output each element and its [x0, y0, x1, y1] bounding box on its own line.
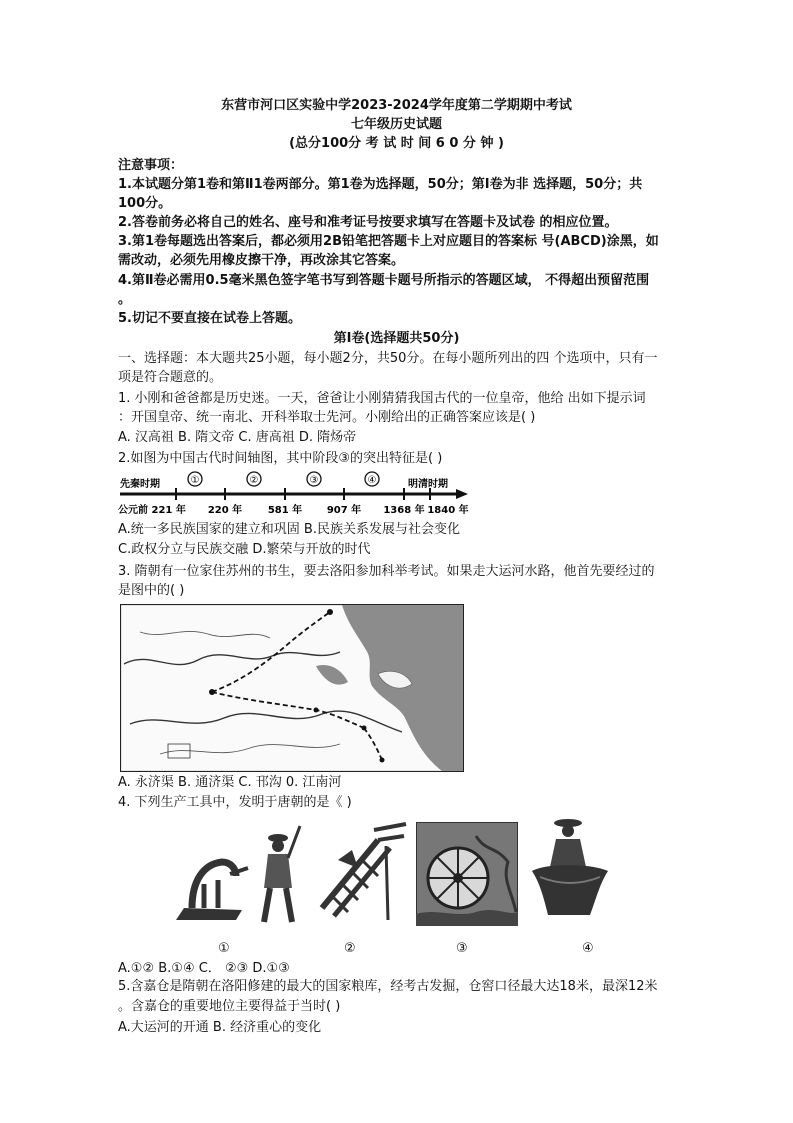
notice-line: 。: [118, 292, 132, 307]
notice-line: 5.切记不要直接在试卷上答题。: [118, 311, 301, 326]
timeline-tick-label: 581 年: [267, 505, 303, 516]
q4-image-label: ③: [456, 941, 468, 956]
notice-line: 3.第1卷每题选出答案后，都必须用2B铅笔把答题卡上对应题目的答案标 号(ABCD)涂黑，如: [118, 234, 659, 249]
notice-line: 2.答卷前务必将自己的姓名、座号和准考证号按要求填写在答题卡及试卷 的相应位置。: [118, 215, 618, 230]
exam-title: 东营市河口区实验中学2023-2024学年度第二学期期中考试: [221, 98, 572, 113]
notice-line: 1.本试题分第1卷和第Ⅱ1卷两部分。第1卷为选择题，50分；第Ⅰ卷为非 选择题，50分；共: [118, 177, 643, 192]
timeline-tick-label: 公元前 221 年: [118, 505, 186, 516]
q4-tool-person-image: [248, 822, 302, 928]
q2-stem: 2.如图为中国古代时间轴图，其中阶段③的突出特征是( ): [118, 451, 443, 466]
timeline-start-label: 先秦时期: [120, 479, 160, 490]
notice-line: 需改动，必须先用橡皮擦干净，再改涂其它答案。: [118, 253, 405, 268]
q5-stem: 。含嘉仓的重要地位主要得益于当时( ): [118, 999, 341, 1014]
notice-heading: 注意事项：: [118, 158, 184, 173]
timeline-stage-label: ③: [309, 475, 319, 486]
q4-tool-waterwheel-image: [416, 822, 518, 926]
q4-tool-mill-image: [530, 815, 610, 920]
timeline-tick-label: 1368 年: [383, 505, 425, 516]
q1-stem: ：开国皇帝、统一南北、开科举取士先河。小刚给出的正确答案应该是( ): [118, 410, 536, 425]
q2-options: A.统一多民族国家的建立和巩固 B.民族关系发展与社会变化: [118, 522, 460, 537]
notice-line: 4.第Ⅱ卷必需用0.5毫米黑色签字笔书写到答题卡题号所指示的答题区域， 不得超出预留范围: [118, 273, 650, 288]
q4-options: A.①② B.①④ C． ②③ D.①③: [118, 961, 290, 976]
timeline-tick-label: 220 年: [207, 505, 243, 516]
timeline-end-label: 明清时期: [408, 479, 448, 490]
q4-stem: 4. 下列生产工具中，发明于唐朝的是《 ): [118, 795, 352, 810]
q4-image-label: ④: [582, 941, 594, 956]
timeline-stage-label: ④: [367, 475, 377, 486]
q4-tool-plow-image: [170, 850, 250, 925]
q3-grand-canal-map: [120, 604, 464, 772]
q4-image-label: ②: [344, 941, 356, 956]
timeline-stage-label: ②: [249, 475, 259, 486]
section-intro: 一、选择题：本大题共25小题，每小题2分，共50分。在每小题所列出的四 个选项中，只有一: [118, 351, 658, 366]
q5-stem: 5.含嘉仓是隋朝在洛阳修建的最大的国家粮库，经考古发掘，仓窖口径最大达18米，最深12米: [118, 979, 658, 994]
q3-stem: 3. 隋朝有一位家住苏州的书生，要去洛阳参加科举考试。如果走大运河水路，他首先要经过的: [118, 564, 655, 579]
timeline-tick-label: 1840 年: [427, 505, 469, 516]
q1-stem: 1. 小刚和爸爸都是历史迷。一天，爸爸让小刚猜猜我国古代的一位皇帝，他给 出如下提示词: [118, 391, 646, 406]
q3-options: A. 永济渠 B. 通济渠 C. 邗沟 0. 江南河: [118, 775, 342, 790]
notice-line: 100分。: [118, 196, 172, 211]
q5-options: A.大运河的开通 B. 经济重心的变化: [118, 1020, 322, 1035]
q2-options: C.政权分立与民族交融 D.繁荣与开放的时代: [118, 542, 371, 557]
q1-options: A. 汉高祖 B. 隋文帝 C. 唐高祖 D. 隋炀帝: [118, 430, 357, 445]
section-intro: 项是符合题意的。: [118, 370, 223, 385]
score-time-info: (总分100分 考 试 时 间 6 0 分 钟 ): [289, 136, 504, 151]
q2-timeline-figure: [118, 470, 470, 516]
q4-image-label: ①: [218, 941, 230, 956]
section-title: 第Ⅰ卷(选择题共50分): [333, 331, 460, 346]
exam-subtitle: 七年级历史试题: [350, 117, 442, 132]
timeline-tick-label: 907 年: [326, 505, 362, 516]
q4-tool-waterlift-image: [318, 820, 408, 924]
timeline-stage-label: ①: [190, 475, 200, 486]
q3-stem: 是图中的( ): [118, 583, 185, 598]
